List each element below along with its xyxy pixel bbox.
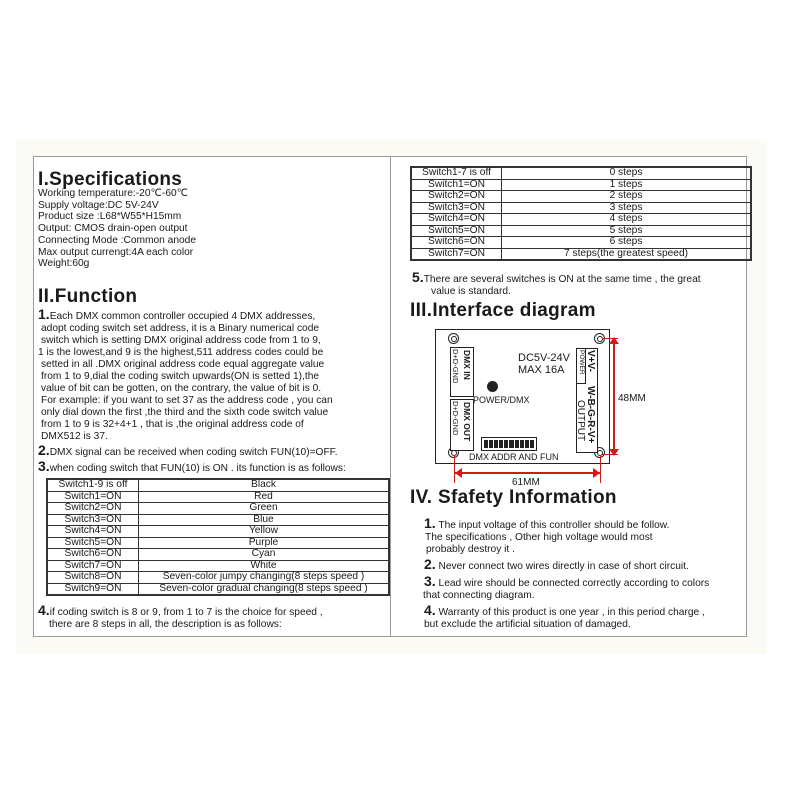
function-item1-line: only dial down the first ,the third and the sixth code switch value xyxy=(41,407,329,418)
safety-title: IV. Sfafety Information xyxy=(410,487,617,508)
switch-cell: Switch1=ON xyxy=(411,179,502,191)
function-item1-line: For example: if you want to set 37 as the address code , you can xyxy=(41,395,333,406)
switch-cell: Switch2=ON xyxy=(47,503,139,515)
table-row xyxy=(47,514,389,526)
function-item3-text: when coding switch that FUN(10) is ON . its function is as follows: xyxy=(49,463,346,474)
switch-cell: Switch4=ON xyxy=(47,526,139,538)
function-item1-line: from 1 to 9,dial the coding switch upwards(ON is setted 1),the xyxy=(41,371,320,382)
power-led-icon xyxy=(487,381,498,392)
spec-line: Supply voltage:DC 5V-24V xyxy=(38,199,159,211)
arrow-right-icon xyxy=(593,468,600,478)
spec-line: Max output currengt:4A each color xyxy=(38,246,194,258)
function-title: II.Function xyxy=(38,286,138,307)
power-block-label: POWER xyxy=(578,350,585,375)
result-cell: 6 steps xyxy=(502,237,752,249)
arrow-left-icon xyxy=(455,468,462,478)
table-row xyxy=(411,225,751,237)
dimension-tick xyxy=(600,455,601,483)
switch-cell: Switch5=ON xyxy=(47,537,139,549)
color-switch-table xyxy=(46,478,390,596)
switch-cell: Switch6=ON xyxy=(411,237,502,249)
safety-list xyxy=(424,517,749,631)
arrow-up-icon xyxy=(609,337,619,344)
safety-item xyxy=(424,604,749,631)
width-dimension-line xyxy=(454,472,601,474)
specifications-section xyxy=(38,170,388,270)
height-dimension-line xyxy=(613,338,615,455)
table-row xyxy=(47,537,389,549)
function-item1-line: from 1 to 9 is 32+4+1 , that is ,the original address code of xyxy=(41,419,304,430)
item-number: 3. xyxy=(424,573,436,589)
table-row xyxy=(411,167,751,179)
safety-line: The specifications , Other high voltage would most xyxy=(425,532,653,543)
function-item1-line: Each DMX common controller occupied 4 DMX addresses, xyxy=(49,311,316,322)
power-rating xyxy=(518,352,570,376)
switch-cell: Switch8=ON xyxy=(47,572,139,584)
mount-hole-icon xyxy=(448,333,459,344)
spec-line: Working temperature:-20℃-60℃ xyxy=(38,188,189,199)
switch-cell: Switch7=ON xyxy=(47,560,139,572)
switch-cell: Switch9=ON xyxy=(47,583,139,595)
safety-line: Never connect two wires directly in case of short circuit. xyxy=(438,561,689,572)
table-row xyxy=(47,549,389,561)
table-row xyxy=(411,248,751,260)
spec-line: Weight:60g xyxy=(38,258,90,270)
voltage-label: DC5V-24V xyxy=(518,352,570,364)
dmx-in-pins: D+D-GND xyxy=(451,349,460,384)
result-cell: Red xyxy=(139,491,390,503)
safety-line: that connecting diagram. xyxy=(423,590,535,601)
interface-title: III.Interface diagram xyxy=(410,300,596,321)
result-cell: 7 steps(the greatest speed) xyxy=(502,248,752,260)
function-item5-line: There are several switches is ON at the same time , the great xyxy=(423,274,701,285)
switch-cell: Switch3=ON xyxy=(411,202,502,214)
arrow-down-icon xyxy=(609,449,619,456)
item-number: 3. xyxy=(38,458,50,474)
table-row xyxy=(411,191,751,203)
result-cell: Green xyxy=(139,503,390,515)
switch-cell: Switch5=ON xyxy=(411,225,502,237)
table-row xyxy=(47,526,389,538)
table-row xyxy=(47,503,389,515)
current-label: MAX 16A xyxy=(518,364,565,376)
table-row xyxy=(47,479,389,491)
result-cell: Seven-color jumpy changing(8 steps speed ) xyxy=(139,572,390,584)
item-number: 4. xyxy=(38,602,50,618)
function-item1-line: adopt coding switch set address, it is a Binary numerical code xyxy=(41,323,320,334)
safety-line: but exclude the artificial situation of damaged. xyxy=(424,619,631,630)
dmx-out-label: DMX OUT xyxy=(462,402,472,442)
led-label: POWER/DMX xyxy=(473,395,530,405)
safety-line: Warranty of this product is one year , in this period charge , xyxy=(438,607,705,618)
dip-label: DMX ADDR AND FUN xyxy=(469,452,559,462)
switch-cell: Switch2=ON xyxy=(411,191,502,203)
dmx-in-label: DMX IN xyxy=(462,350,472,380)
safety-line: probably destroy it . xyxy=(426,544,515,555)
switch-cell: Switch1=ON xyxy=(47,491,139,503)
function-item1-line: value of bit can be gotten, on the contrary, the value of bit is 0. xyxy=(41,383,322,394)
safety-item xyxy=(424,558,749,573)
spec-line: Connecting Mode :Common anode xyxy=(38,234,197,246)
result-cell: 2 steps xyxy=(502,191,752,203)
switch-cell: Switch4=ON xyxy=(411,214,502,226)
switch-cell: Switch1-9 is off xyxy=(47,479,139,491)
safety-item xyxy=(424,575,749,602)
switch-cell: Switch1-7 is off xyxy=(411,167,502,179)
column-divider xyxy=(390,156,391,637)
result-cell: 5 steps xyxy=(502,225,752,237)
table-row xyxy=(47,560,389,572)
switch-cell: Switch7=ON xyxy=(411,248,502,260)
spec-line: Product size :L68*W55*H15mm xyxy=(38,211,182,223)
result-cell: Purple xyxy=(139,537,390,549)
switch-cell: Switch6=ON xyxy=(47,549,139,561)
table-row xyxy=(47,491,389,503)
output-pins: W-B-G-R-V+ xyxy=(585,386,596,444)
result-cell: 1 steps xyxy=(502,179,752,191)
result-cell: Yellow xyxy=(139,526,390,538)
function-item1-line: setted in all .DMX original address code equal aggregate value xyxy=(41,359,325,370)
result-cell: 3 steps xyxy=(502,202,752,214)
result-cell: Seven-color gradual changing(8 steps speed ) xyxy=(139,583,390,595)
function-item1-line: switch which is setting DMX original address code from 1 to 9, xyxy=(41,335,321,346)
height-dimension-label: 48MM xyxy=(618,393,646,404)
function-item4-line: there are 8 steps in all, the description is as follows: xyxy=(49,619,282,630)
safety-line: Lead wire should be connected correctly according to colors xyxy=(438,578,710,589)
result-cell: Cyan xyxy=(139,549,390,561)
function-item4-line: if coding switch is 8 or 9, from 1 to 7 is the choice for speed , xyxy=(49,607,323,618)
table-row xyxy=(411,214,751,226)
dmx-out-pins: D+D-GND xyxy=(451,401,460,436)
item-number: 4. xyxy=(424,602,436,618)
safety-item xyxy=(424,517,749,556)
item-number: 2. xyxy=(38,442,50,458)
item-number: 2. xyxy=(424,556,436,572)
result-cell: Black xyxy=(139,479,390,491)
table-row xyxy=(411,202,751,214)
table-row xyxy=(47,583,389,595)
result-cell: Blue xyxy=(139,514,390,526)
switch-cell: Switch3=ON xyxy=(47,514,139,526)
function-section xyxy=(38,287,390,475)
specifications-title: I.Specifications xyxy=(38,169,183,190)
item-number: 1. xyxy=(424,515,436,531)
function-item2-text: DMX signal can be received when coding switch FUN(10)=OFF. xyxy=(49,447,338,458)
function-item5 xyxy=(412,271,752,298)
spec-line: Output: CMOS drain-open output xyxy=(38,223,188,235)
function-item4 xyxy=(38,604,390,631)
table-row xyxy=(411,179,751,191)
function-item1-line: 1 is the lowest,and 9 is the highest,511 address codes could be xyxy=(38,347,324,358)
result-cell: 4 steps xyxy=(502,214,752,226)
result-cell: 0 steps xyxy=(502,167,752,179)
item-number: 5. xyxy=(412,269,424,285)
table-row xyxy=(47,572,389,584)
power-pins: V+V- xyxy=(585,350,596,372)
function-item1-line: DMX512 is 37. xyxy=(41,431,108,442)
width-dimension-label: 61MM xyxy=(512,477,540,488)
speed-switch-table xyxy=(410,166,752,261)
result-cell: White xyxy=(139,560,390,572)
dip-switch xyxy=(481,437,537,451)
item-number: 1. xyxy=(38,306,50,322)
function-item5-line: value is standard. xyxy=(431,286,511,297)
output-label: OUTPUT xyxy=(575,400,586,442)
table-row xyxy=(411,237,751,249)
safety-line: The input voltage of this controller should be follow. xyxy=(438,520,670,531)
